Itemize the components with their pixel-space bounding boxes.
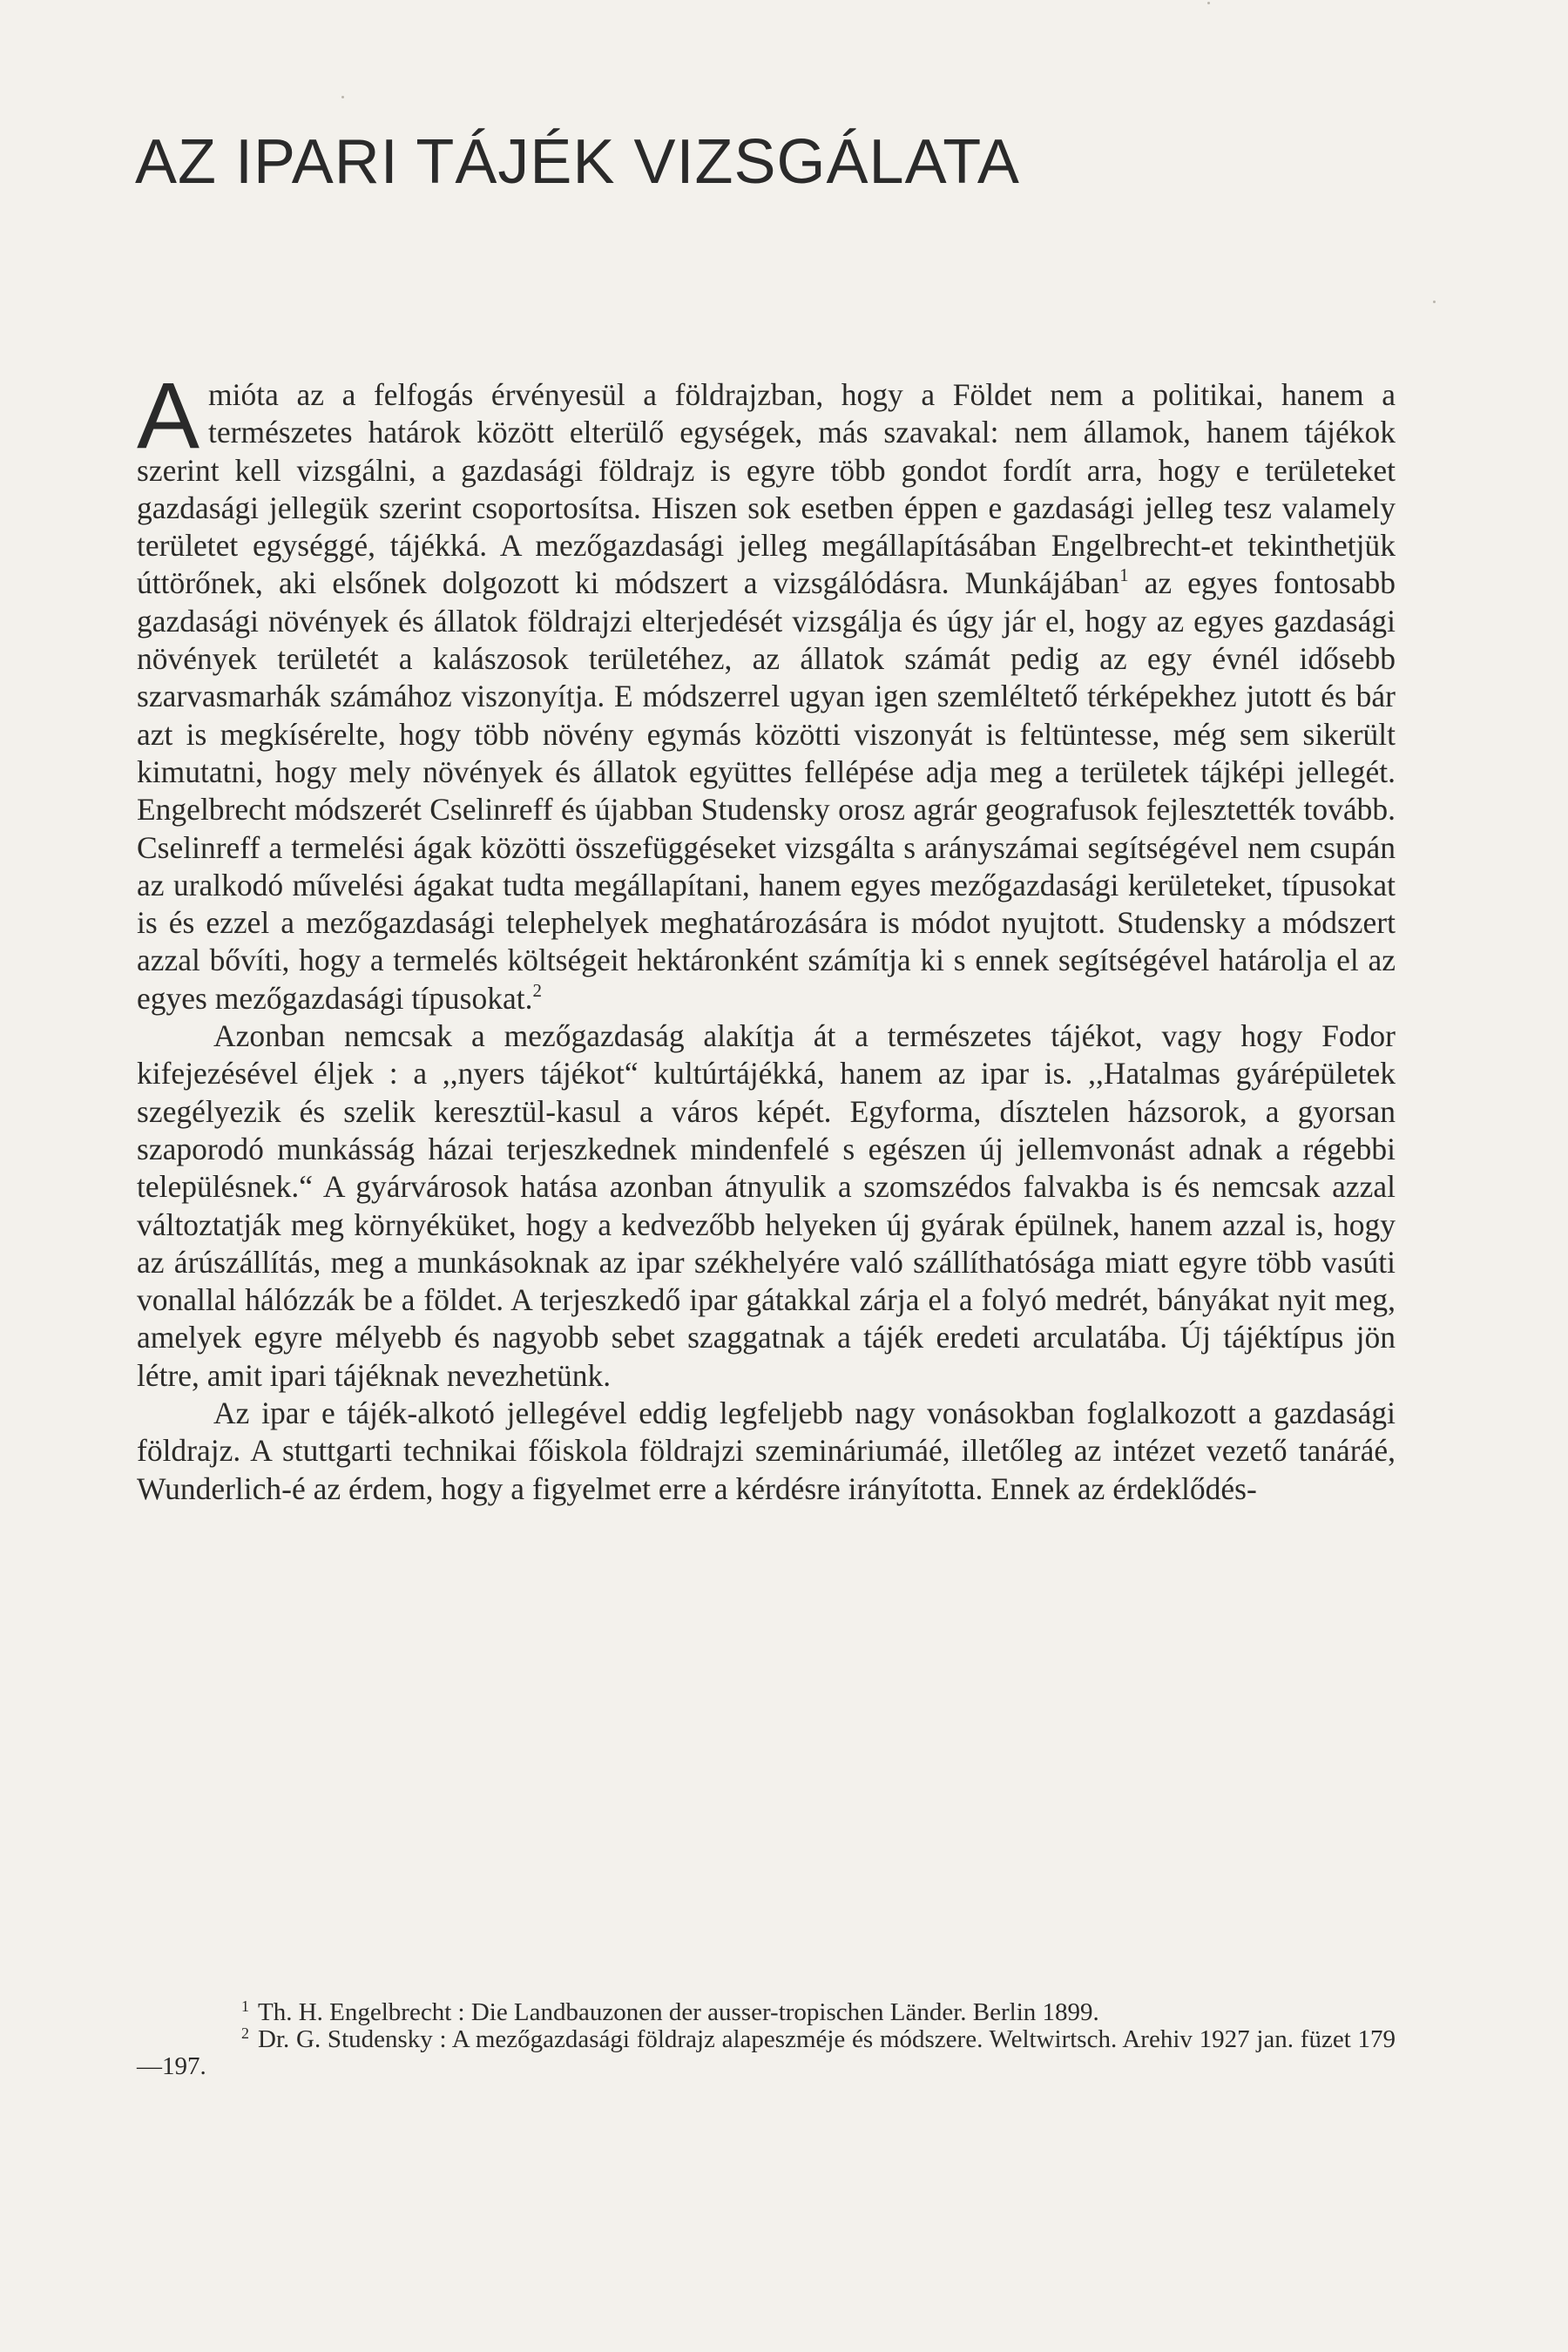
footnote-2-mark: 2 — [241, 2024, 249, 2042]
footnote-ref-1[interactable]: 1 — [1119, 564, 1129, 586]
drop-cap: A — [137, 362, 200, 468]
paragraph-1-text-a: mióta az a felfogás érvényesül a földrajzban, hogy a Földet nem a politikai, hanem a természetes határok között elterülő egységek, más szavakal: nem államok, hanem tájékok szerint kell vizsgálni, a gazdasági földrajz is egyre több gondot fordít arra, hogy e területeket gazdasági jellegük szerint csoportosítsa. Hiszen sok esetben éppen e gazdasági jelleg tesz valamely területet egységgé, tájékká. A mezőgazdasági jelleg megállapításában Engelbrecht-et tekinthetjük úttörőnek, aki elsőnek dolgozott ki módszert a vizsgálódásra. Munkájában — [137, 377, 1396, 601]
paper-speck — [1433, 301, 1436, 303]
paragraph-1 — [137, 362, 1396, 1017]
footnote-1-mark: 1 — [241, 1997, 249, 2015]
article-body — [137, 362, 1396, 1508]
paragraph-3: Az ipar e tájék-alkotó jellegével eddig legfeljebb nagy vonásokban foglalkozott a gazdasági földrajz. A stuttgarti technikai főiskola földrajzi szemináriumáé, illetőleg az intézet vezető tanáráé, Wunderlich-é az érdem, hogy a figyelmet erre a kérdésre irányította. Ennek az érdeklődés- — [137, 1396, 1396, 1506]
page-title: AZ IPARI TÁJÉK VIZSGÁLATA — [135, 127, 1020, 197]
footnotes — [137, 1999, 1396, 2080]
footnote-2-text: Dr. G. Studensky : A mezőgazdasági földrajz alapeszméje és módszere. Weltwirtsch. Arehiv 1927 jan. füzet 179—197. — [137, 2025, 1396, 2080]
paragraph-1-text-b: az egyes fontosabb gazdasági növények és állatok földrajzi elterjedését vizsgálja és úgy jár el, hogy az egyes gazdasági növények területét a kalászosok területéhez, az állatok számát pedig az egy évnél idősebb szarvasmarhák számához viszonyítja. E módszerrel ugyan igen szemléltető térképekhez jutott és bár azt is megkísérelte, hogy több növény egymás közötti viszonyát is feltüntesse, még sem sikerült kimutatni, hogy mely növények és állatok együttes fellépése adja meg a területek tájképi jellegét. Engelbrecht módszerét Cselinreff és újabban Studensky orosz agrár geografusok fejlesztették tovább. Cselinreff a termelési ágak közötti összefüggéseket vizsgálta s arányszámai segítségével nem csupán az uralkodó művelési ágakat tudta megállapítani, hanem egyes mezőgazdasági kerületeket, típusokat is és ezzel a mezőgazdasági telephelyek meghatározására is módot nyujtott. Studensky a módszert azzal bővíti, hogy a termelés költségeit hektáronként számítja ki s ennek segítségével határolja el az egyes mezőgazdasági típusokat. — [137, 565, 1396, 1016]
footnote-1 — [137, 1999, 1396, 2026]
paper-speck — [1207, 2, 1210, 4]
paragraph-2: Azonban nemcsak a mezőgazdaság alakítja át a természetes tájékot, vagy hogy Fodor kifejezésével éljek : a ,,nyers tájékot“ kultúrtájékká, hanem az ipar is. ,,Hatalmas gyárépületek szegélyezik és szelik keresztül-kasul a város képét. Egyforma, dísztelen házsorok, a gyorsan szaporodó munkásság házai terjeszkednek mindenfelé s egészen új jellemvonást adnak a régebbi településnek.“ A gyárvárosok hatása azonban átnyulik a szomszédos falvakba is és nemcsak azzal változtatják meg környéküket, hogy a kedvezőbb helyeken új gyárak épülnek, hanem azzal is, hogy az árúszállítás, meg a munkásoknak az ipar székhelyére való szállíthatósága miatt egyre több vasúti vonallal hálózzák be a földet. A terjeszkedő ipar gátakkal zárja el a folyó medrét, bányákat nyit meg, amelyek egyre mélyebb és nagyobb sebet szaggatnak a tájék eredeti arculatába. Új tájéktípus jön létre, amit ipari tájéknak nevezhetünk. — [137, 1018, 1396, 1393]
footnote-ref-2[interactable]: 2 — [532, 979, 542, 1001]
footnote-1-text: Th. H. Engelbrecht : Die Landbauzonen der ausser-tropischen Länder. Berlin 1899. — [258, 1998, 1099, 2026]
footnote-2 — [137, 2026, 1396, 2080]
paper-speck — [341, 96, 344, 98]
